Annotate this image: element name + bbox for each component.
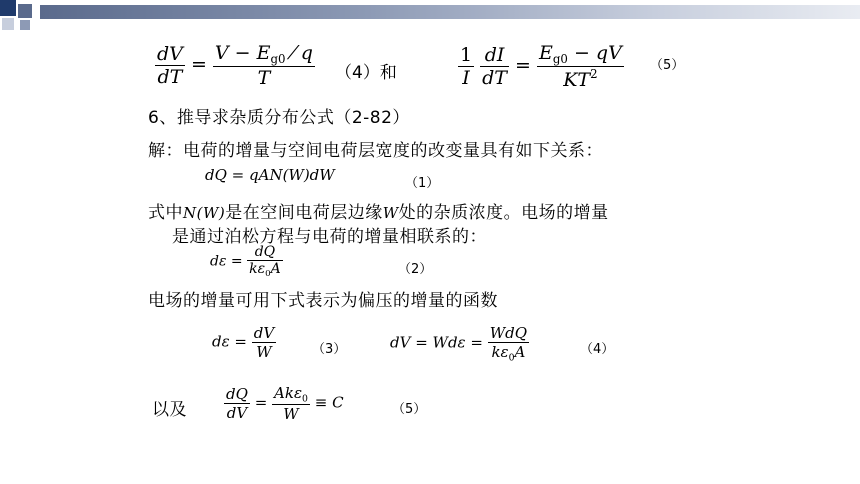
equation-4: [390, 324, 529, 363]
para-text: 处的杂质浓度。电场的增量: [398, 203, 609, 223]
num-part: − qV: [567, 42, 622, 64]
fraction-denominator: dV: [226, 404, 248, 423]
den-part: A: [514, 343, 526, 361]
paragraph-line-1: [148, 198, 609, 223]
equation-top-4: [155, 42, 315, 89]
deco-square-light: [2, 18, 14, 30]
para-text: 是在空间电荷层边缘: [225, 203, 383, 223]
fraction-denominator: I: [462, 67, 470, 90]
fraction-numerator: dV: [253, 324, 275, 342]
fraction-numerator: 1: [460, 44, 473, 67]
num-part: Akε: [274, 384, 303, 402]
fraction-numerator: [213, 42, 315, 67]
den-part: A: [270, 261, 281, 277]
subscript: 0: [302, 393, 308, 405]
den-part: kε: [491, 343, 509, 361]
subscript: 0: [265, 269, 271, 280]
equation-5-label: （5）: [392, 402, 427, 417]
equation-top-5-label: （5）: [650, 58, 685, 73]
equation-2-label: （2）: [398, 262, 433, 277]
den-part: KT: [563, 69, 591, 92]
fraction-numerator: WdQ: [489, 324, 528, 342]
equation-3: [212, 324, 276, 361]
fraction-denominator: W: [256, 343, 272, 361]
deco-square-small: [20, 20, 30, 30]
fraction-denominator: W: [283, 405, 299, 424]
section-heading: 6、推导求杂质分布公式（2-82）: [148, 108, 410, 128]
deco-square-dark: [0, 0, 16, 16]
fraction-numerator: [537, 42, 624, 67]
equation-3-label: （3）: [312, 342, 347, 357]
lhs: dε =: [210, 253, 243, 270]
subscript: 0: [508, 352, 515, 364]
header-gradient-bar: [40, 5, 860, 19]
num-part: E: [539, 42, 553, 64]
fraction-denominator: [537, 67, 624, 91]
paragraph-line-2: 是通过泊松方程与电荷的增量相联系的：: [172, 227, 487, 247]
equation-1: dQ = qAN(W)dW: [205, 166, 335, 184]
symbol-nw: N(W): [183, 204, 226, 222]
rhs: ≡ C: [314, 393, 344, 412]
para-text: 式中: [148, 203, 183, 223]
equation-5: [224, 384, 344, 423]
fraction-numerator: dQ: [247, 244, 283, 261]
subscript: g0: [270, 52, 286, 67]
den-part: kε: [249, 261, 266, 277]
symbol-w: W: [382, 204, 399, 222]
equation-2: [210, 244, 283, 279]
field-increment-line: 电场的增量可用下式表示为偏压的增量的函数: [148, 291, 498, 311]
deco-square-mid: [18, 4, 32, 18]
equals-sign: =: [515, 54, 531, 77]
lhs: dε =: [212, 332, 247, 351]
eq5-prefix: 以及: [152, 400, 187, 420]
fraction-denominator: dT: [482, 67, 507, 90]
equation-4-label: （4）: [580, 342, 615, 357]
fraction-denominator: [488, 343, 529, 363]
solution-line: 解：电荷的增量与空间电荷层宽度的改变量具有如下关系：: [148, 141, 603, 161]
fraction-denominator: [247, 261, 283, 279]
subscript: g0: [552, 52, 568, 67]
equation-top-5: [458, 42, 624, 91]
header-decoration: [0, 0, 860, 40]
superscript: 2: [590, 67, 598, 82]
fraction-denominator: T: [257, 67, 271, 90]
fraction-numerator: [272, 384, 310, 405]
lhs: dV = Wdε =: [390, 333, 483, 352]
equals-sign: =: [190, 53, 207, 76]
fraction-numerator: dQ: [226, 385, 248, 404]
num-part: ⁄ q: [285, 42, 313, 64]
fraction-numerator: dI: [480, 44, 509, 67]
fraction-denominator: dT: [157, 66, 183, 89]
equation-top-4-label: （4）和: [335, 63, 397, 83]
fraction-numerator: dV: [157, 43, 183, 66]
equals-sign: =: [254, 393, 268, 412]
equation-1-label: （1）: [405, 176, 440, 191]
num-part: V − E: [214, 42, 271, 64]
